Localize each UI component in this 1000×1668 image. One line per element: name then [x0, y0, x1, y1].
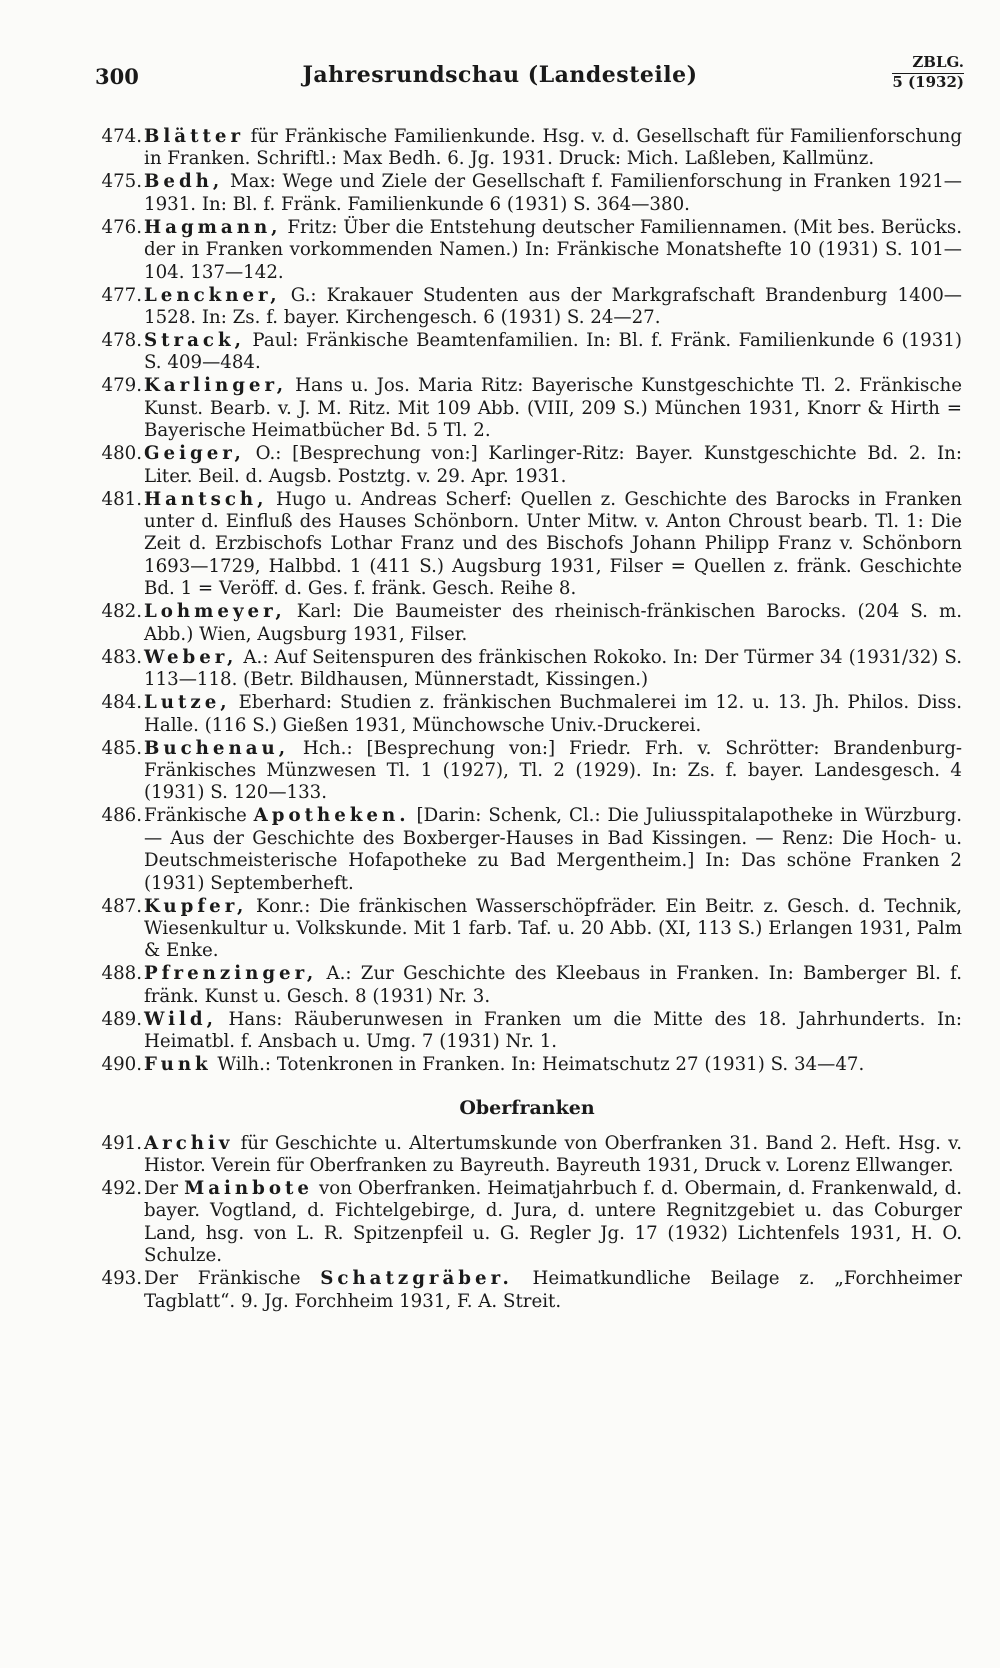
bibliography-entry [92, 1133, 962, 1178]
entry-number: 475. [101, 171, 142, 193]
entry-number: 476. [101, 216, 142, 238]
volume-abbrev: ZBLG. [912, 53, 964, 71]
entry-lead-word: Hantsch, [144, 488, 268, 510]
bibliography-entry [92, 1178, 962, 1268]
entry-number: 484. [101, 692, 142, 714]
entry-number: 491. [101, 1132, 142, 1154]
page-number: 300 [95, 64, 139, 89]
entry-lead-word: Blätter [144, 126, 245, 147]
entry-lead-word: Strack, [144, 330, 245, 352]
entry-number: 483. [101, 646, 142, 668]
entry-lead-word: Kupfer, [144, 895, 248, 917]
bibliography-entry [92, 896, 962, 963]
bibliography-entry [92, 647, 962, 692]
entry-text: Paul: Fränkische Beamtenfamilien. In: Bl. f. Fränk. Familienkunde 6 (1931) S. 409—484. [144, 330, 962, 374]
volume-reference [892, 54, 964, 91]
entry-lead-word: Weber, [144, 646, 238, 668]
entry-number: 485. [101, 737, 142, 759]
entry-number: 490. [101, 1054, 142, 1076]
bibliography-entry [92, 217, 962, 284]
bibliography-entry [92, 171, 962, 216]
bibliography-entry [92, 1009, 962, 1054]
entry-lead-word: Hagmann, [144, 216, 282, 238]
entry-number: 482. [101, 601, 142, 623]
entry-text: O.: [Besprechung von:] Karlinger-Ritz: Bayer. Kunstgeschichte Bd. 2. In: Liter. Beil. d. Augsb. Postztg. v. 29. Apr. 1931. [144, 443, 962, 487]
entry-text: für Geschichte u. Altertumskunde von Oberfranken 31. Band 2. Heft. Hsg. v. Histor. Verein für Oberfranken zu Bayreuth. Bayreuth 1931, Druck v. Lorenz Ellwanger. [144, 1132, 962, 1176]
running-title: Jahresrundschau (Landesteile) [302, 62, 698, 88]
entry-number: 489. [101, 1008, 142, 1030]
volume-year: 5 (1932) [892, 73, 964, 91]
bibliography-column [92, 126, 962, 1314]
entry-lead-word: Schatzgräber. [320, 1268, 513, 1290]
bibliography-entry [92, 738, 962, 805]
bibliography-entry [92, 805, 962, 895]
entry-number: 477. [101, 284, 142, 306]
entry-number: 474. [101, 126, 142, 147]
bibliography-entry [92, 443, 962, 488]
bibliography-entry [92, 375, 962, 442]
entry-lead-word: Bedh, [144, 171, 224, 193]
entry-number: 488. [101, 963, 142, 985]
entry-prefix: Fränkische [144, 805, 254, 827]
entry-text: von Oberfranken. Heimatjahrbuch f. d. Obermain, d. Frankenwald, d. bayer. Vogtland, d. Fichtelgebirge, d. Jura, d. untere Regnitzgebiet u. das Coburger Land, hsg. von L. R. Spitzenpfeil u. G. Regler Jg. 17 (1932) Lichtenfels 1931, H. O. Schulze. [144, 1177, 962, 1267]
bibliography-entry [92, 330, 962, 375]
bibliography-entry [92, 692, 962, 737]
entry-text: A.: Auf Seitenspuren des fränkischen Rokoko. In: Der Türmer 34 (1931/32) S. 113—118. (Betr. Bildhausen, Münnerstadt, Kissingen.) [144, 646, 962, 691]
entry-text: Hans: Räuberunwesen in Franken um die Mitte des 18. Jahrhunderts. In: Heimatbl. f. Ansbach u. Umg. 7 (1931) Nr. 1. [144, 1008, 962, 1053]
entry-number: 493. [101, 1268, 142, 1290]
bibliography-list-franken [92, 126, 962, 1077]
entry-lead-word: Archiv [144, 1132, 234, 1154]
entry-lead-word: Funk [144, 1054, 212, 1076]
entry-lead-word: Wild, [144, 1008, 217, 1030]
entry-lead-word: Geiger, [144, 443, 245, 465]
entry-prefix: Der Fränkische [144, 1268, 321, 1290]
entry-lead-word: Mainbote [184, 1177, 313, 1199]
entry-text: Wilh.: Totenkronen in Franken. In: Heimatschutz 27 (1931) S. 34—47. [211, 1054, 865, 1076]
bibliography-entry [92, 963, 962, 1008]
entry-text: Max: Wege und Ziele der Gesellschaft f. Familienforschung in Franken 1921—1931. In: Bl. f. Fränk. Familienkunde 6 (1931) S. 364—380. [144, 171, 962, 215]
entry-lead-word: Apotheken. [253, 805, 410, 827]
entry-text: Hans u. Jos. Maria Ritz: Bayerische Kunstgeschichte Tl. 2. Fränkische Kunst. Bearb. v. J. M. Ritz. Mit 109 Abb. (VIII, 209 S.) München 1931, Knorr & Hirth = Bayerische Heimatbücher Bd. 5 Tl. 2. [144, 375, 962, 442]
entry-lead-word: Lohmeyer, [144, 601, 286, 623]
entry-text: für Fränkische Familienkunde. Hsg. v. d. Gesellschaft für Familienforschung in Franken. Schriftl.: Max Bedh. 6. Jg. 1931. Druck: Mich. Laßleben, Kallmünz. [144, 126, 962, 170]
entry-text: Hch.: [Besprechung von:] Friedr. Frh. v. Schrötter: Brandenburg-Fränkisches Münzwesen Tl. 1 (1927), Tl. 2 (1929). In: Zs. f. bayer. Landesgesch. 4 (1931) S. 120—133. [144, 737, 962, 804]
entry-text: Konr.: Die fränkischen Wasserschöpfräder. Ein Beitr. z. Gesch. d. Technik, Wiesenkultur u. Volkskunde. Mit 1 farb. Taf. u. 20 Abb. (XI, 113 S.) Erlangen 1931, Palm & Enke. [144, 895, 962, 962]
entry-text: G.: Krakauer Studenten aus der Markgrafschaft Brandenburg 1400—1528. In: Zs. f. bayer. Kirchengesch. 6 (1931) S. 24—27. [144, 284, 962, 329]
entry-number: 478. [101, 330, 142, 352]
entry-lead-word: Pfrenzinger, [144, 963, 318, 985]
bibliography-entry [92, 126, 962, 171]
bibliography-entry [92, 1054, 962, 1076]
entry-lead-word: Lutze, [144, 692, 231, 714]
entry-lead-word: Lenckner, [144, 284, 281, 306]
entry-text: Karl: Die Baumeister des rheinisch-fränkischen Barocks. (204 S. m. Abb.) Wien, Augsburg 1931, Filser. [144, 601, 962, 645]
entry-lead-word: Karlinger, [144, 375, 288, 397]
entry-text: Hugo u. Andreas Scherf: Quellen z. Geschichte des Barocks in Franken unter d. Einfluß des Hauses Schönborn. Unter Mitw. v. Anton Chroust bearb. Tl. 1: Die Zeit d. Erzbischofs Lothar Franz und des Bischofs Johann Philipp Franz v. Schönborn 1693—1729, Halbbd. 1 (411 S.) Augsburg 1931, Filser = Quellen z. fränk. Geschichte Bd. 1 = Veröff. d. Ges. f. fränk. Gesch. Reihe 8. [144, 488, 962, 600]
bibliography-entry [92, 1268, 962, 1313]
entry-number: 492. [101, 1177, 142, 1199]
entry-number: 480. [101, 443, 142, 465]
entry-number: 479. [101, 375, 142, 397]
entry-text: A.: Zur Geschichte des Kleebaus in Franken. In: Bamberger Bl. f. fränk. Kunst u. Gesch. 8 (1931) Nr. 3. [144, 963, 962, 1007]
entry-prefix: Der [144, 1177, 185, 1199]
bibliography-list-oberfranken [92, 1133, 962, 1313]
entry-text: Fritz: Über die Entstehung deutscher Familiennamen. (Mit bes. Berücks. der in Franken vorkommenden Namen.) In: Fränkische Monatshefte 10 (1931) S. 101—104. 137—142. [144, 216, 962, 283]
entry-number: 481. [101, 488, 142, 510]
bibliography-entry [92, 601, 962, 646]
bibliography-entry [92, 285, 962, 330]
entry-number: 487. [101, 895, 142, 917]
entry-number: 486. [101, 805, 142, 827]
entry-text: Eberhard: Studien z. fränkischen Buchmalerei im 12. u. 13. Jh. Philos. Diss. Halle. (116 S.) Gießen 1931, Münchowsche Univ.-Druckerei. [144, 692, 962, 736]
entry-lead-word: Buchenau, [144, 737, 290, 759]
section-heading-oberfranken: Oberfranken [459, 1096, 595, 1119]
entry-text: Heimatkundliche Beilage z. „Forchheimer Tagblatt“. 9. Jg. Forchheim 1931, F. A. Streit. [144, 1268, 962, 1312]
bibliography-entry [92, 489, 962, 601]
entry-text: [Darin: Schenk, Cl.: Die Juliusspitalapotheke in Würzburg. — Aus der Geschichte des Boxberger-Hauses in Bad Kissingen. — Renz: Die Hoch- u. Deutschmeisterische Hofapotheke zu Bad Mergentheim.] In: Das schöne Franken 2 (1931) Septemberheft. [144, 805, 962, 894]
